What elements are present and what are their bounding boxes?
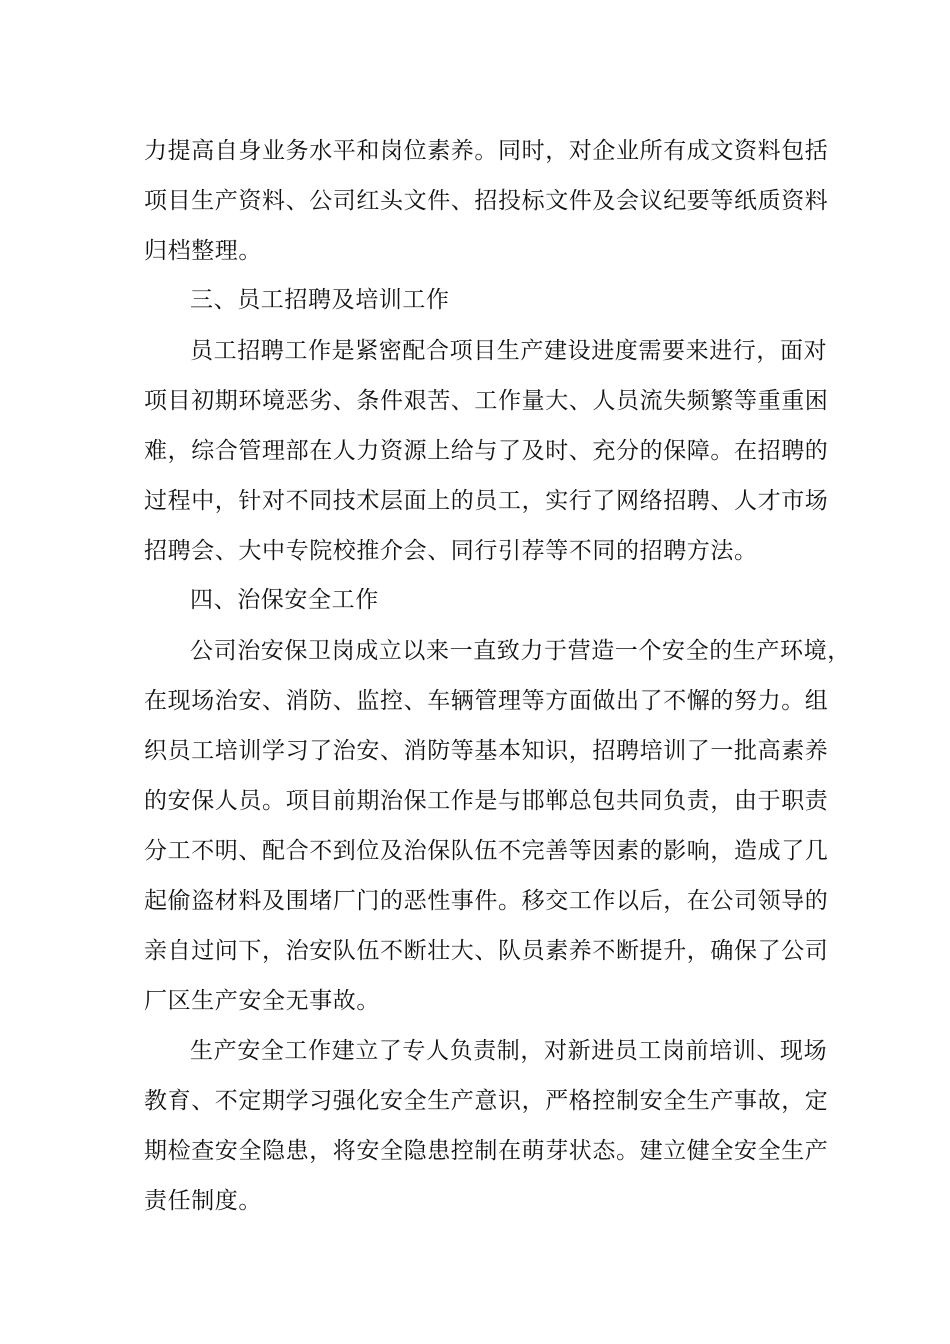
text-line-19: 生产安全工作建立了专人负责制，对新进员工岗前培训、现场 — [190, 1038, 828, 1064]
text-line-5: 员工招聘工作是紧密配合项目生产建设进度需要来进行，面对 — [190, 338, 828, 364]
text-line-2: 项目生产资料、公司红头文件、招投标文件及会议纪要等纸质资料 — [144, 188, 829, 214]
text-line-7: 难，综合管理部在人力资源上给与了及时、充分的保障。在招聘的 — [144, 438, 829, 464]
text-line-9: 招聘会、大中专院校推介会、同行引荐等不同的招聘方法。 — [144, 538, 758, 564]
text-line-6: 项目初期环境恶劣、条件艰苦、工作量大、人员流失频繁等重重困 — [144, 388, 829, 414]
section-heading-3: 三、员工招聘及培训工作 — [190, 287, 450, 313]
text-line-18: 厂区生产安全无事故。 — [144, 988, 380, 1014]
text-line-14: 的安保人员。项目前期治保工作是与邯郸总包共同负责，由于职责 — [144, 788, 829, 814]
text-line-15: 分工不明、配合不到位及治保队伍不完善等因素的影响，造成了几 — [144, 838, 829, 864]
text-line-22: 责任制度。 — [144, 1188, 262, 1214]
section-heading-4: 四、治保安全工作 — [190, 587, 379, 613]
text-line-20: 教育、不定期学习强化安全生产意识，严格控制安全生产事故，定 — [144, 1088, 829, 1114]
text-line-8: 过程中，针对不同技术层面上的员工，实行了网络招聘、人才市场 — [144, 488, 829, 514]
text-line-16: 起偷盗材料及围堵厂门的恶性事件。移交工作以后，在公司领导的 — [144, 888, 829, 914]
text-line-11: 公司治安保卫岗成立以来一直致力于营造一个安全的生产环境， — [190, 638, 851, 664]
text-line-1: 力提高自身业务水平和岗位素养。同时，对企业所有成文资料包括 — [144, 138, 829, 164]
text-line-13: 织员工培训学习了治安、消防等基本知识，招聘培训了一批高素养 — [144, 738, 829, 764]
text-line-12: 在现场治安、消防、监控、车辆管理等方面做出了不懈的努力。组 — [144, 688, 829, 714]
text-line-17: 亲自过问下，治安队伍不断壮大、队员素养不断提升，确保了公司 — [144, 938, 829, 964]
text-line-3: 归档整理。 — [144, 238, 262, 264]
text-line-21: 期检查安全隐患，将安全隐患控制在萌芽状态。建立健全安全生产 — [144, 1138, 829, 1164]
